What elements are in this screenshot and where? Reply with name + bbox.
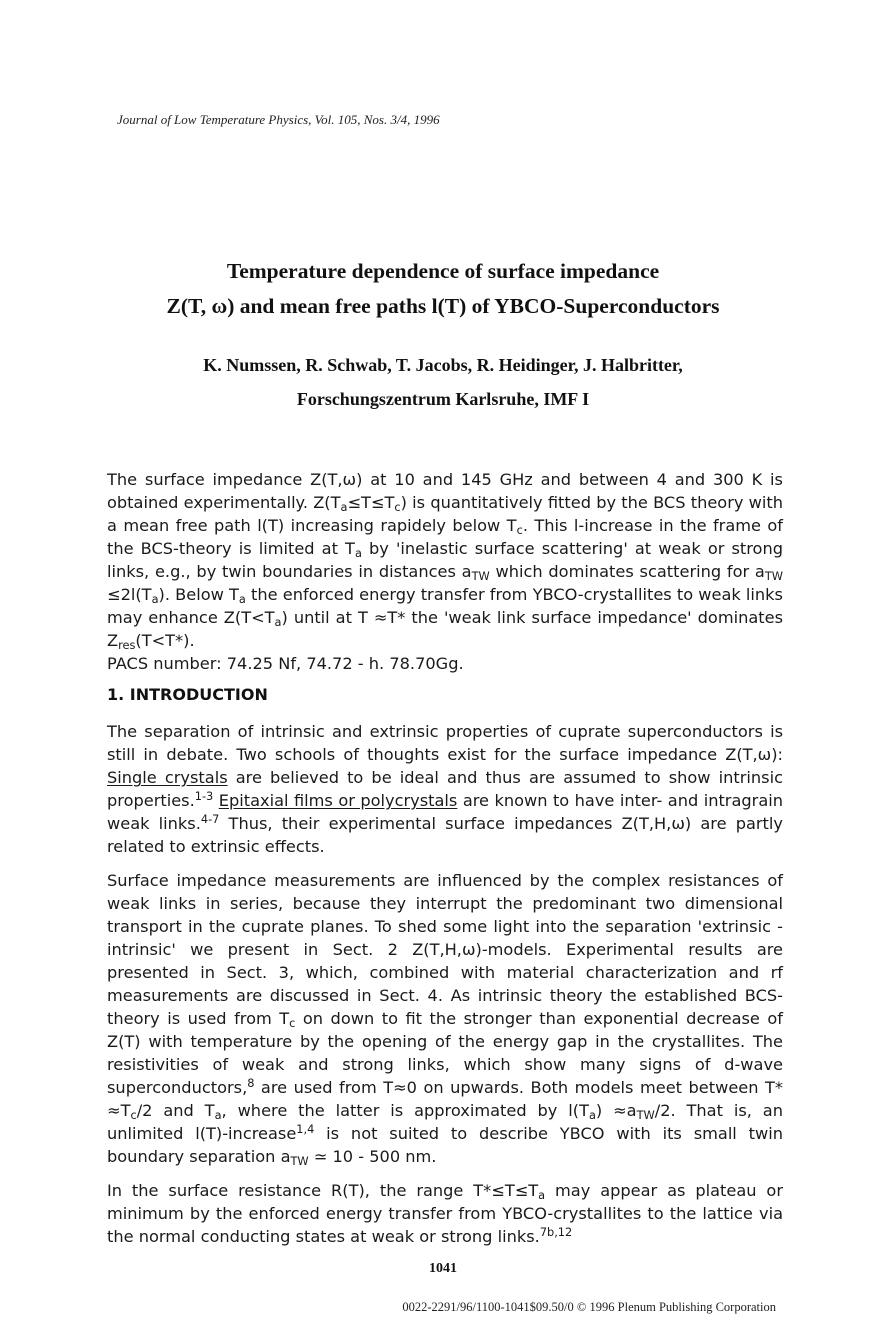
intro-paragraph-1: The separation of intrinsic and extrinsic properties of cuprate superconductors is still in debate. Two schools of thoughts exist for the surface impedance Z(T,ω): Single crystals are believed to be ideal and thus are assumed to show intrinsic properties.$^{1-3}$ Epitaxial films or polycrystals are known to have inter- and intragrain weak links.$^{4-7}$ Thus, their experimental surface impedances Z(T,H,ω) are partly related to extrinsic effects. xyxy=(107,722,783,856)
copyright-line: 0022-2291/96/1100-1041$09.50/0 © 1996 Plenum Publishing Corporation xyxy=(402,1300,776,1314)
underlined-term: Single crystals xyxy=(107,768,228,787)
pacs-line: PACS number: 74.25 Nf, 74.72 - h. 78.70Gg. xyxy=(107,654,464,673)
page-number: 1041 xyxy=(429,1261,457,1276)
citation: 7b,12 xyxy=(539,1225,573,1239)
paper-title xyxy=(60,254,826,324)
citation: 1-3 xyxy=(194,789,214,803)
affiliation-line: Forschungszentrum Karlsruhe, IMF I xyxy=(296,389,590,409)
intro-paragraph-2: Surface impedance measurements are influenced by the complex resistances of weak links in series, because they interrupt the predominant two dimensional transport in the cuprate planes. To shed some light into the separation 'extrinsic - intrinsic' we present in Sect. 2 Z(T,H,ω)-models. Experimental results are presented in Sect. 3, which, combined with material characterization and rf measurements are discussed in Sect. 4. As intrinsic theory the established BCS-theory is used from $T_c$ on down to fit the stronger than exponential decrease of Z(T) with temperature by the opening of the energy gap in the crystallites. The resistivities of weak and strong links, which show many signs of d-wave superconductors,$^8$ are used from T≈0 on upwards. Both models meet between $T* \approx T_c/2$ and $T_a$, where the latter is approximated by $l(T_a) \approx a_{TW}/2$. That is, an unlimited l(T)-increase$^{1,4}$ is not suited to describe YBCO with its small twin boundary separation $a_{TW}$ ≃ 10 - 500 nm. xyxy=(107,871,783,1168)
authors-line: K. Numssen, R. Schwab, T. Jacobs, R. Heidinger, J. Halbritter, xyxy=(203,355,683,375)
title-line-2: Z(T, ω) and mean free paths l(T) of YBCO-Superconductors xyxy=(166,294,720,318)
abstract-paragraph: The surface impedance Z(T,ω) at 10 and 145 GHz and between 4 and 300 K is obtained experimentally. $Z(T_a\le T\le T_c)$ is quantitatively fitted by the BCS theory with a mean free path l(T) increasing rapidely below $T_c$. This l-increase in the frame of the BCS-theory is limited at $T_a$ by 'inelastic surface scattering' at weak or strong links, e.g., by twin boundaries in distances $a_{TW}$ which dominates scattering for $a_{TW} \le 2l(T_a)$. Below $T_a$ the enforced energy transfer from YBCO-crystallites to weak links may enhance $Z(T<T_a)$ until at T ≈T* the 'weak link surface impedance' dominates $Z_{res}(T<T*)$. xyxy=(107,470,784,652)
abstract xyxy=(107,468,783,675)
citation: 8 xyxy=(247,1076,255,1090)
citation: 4-7 xyxy=(200,812,220,826)
author-block xyxy=(60,348,826,416)
intro-paragraph-3: In the surface resistance R(T), the range $T*\le T\le T_a$ may appear as plateau or minimum by the enforced energy transfer from YBCO-crystallites to the lattice via the normal conducting states at weak or strong links.$^{7b,12}$ xyxy=(107,1181,783,1246)
title-line-1: Temperature dependence of surface impedance xyxy=(226,259,660,283)
underlined-term: Epitaxial films or polycrystals xyxy=(218,791,458,810)
journal-header: Journal of Low Temperature Physics, Vol. 105, Nos. 3/4, 1996 xyxy=(117,112,440,127)
citation: 1,4 xyxy=(296,1122,315,1136)
section-heading: 1. INTRODUCTION xyxy=(107,685,268,704)
